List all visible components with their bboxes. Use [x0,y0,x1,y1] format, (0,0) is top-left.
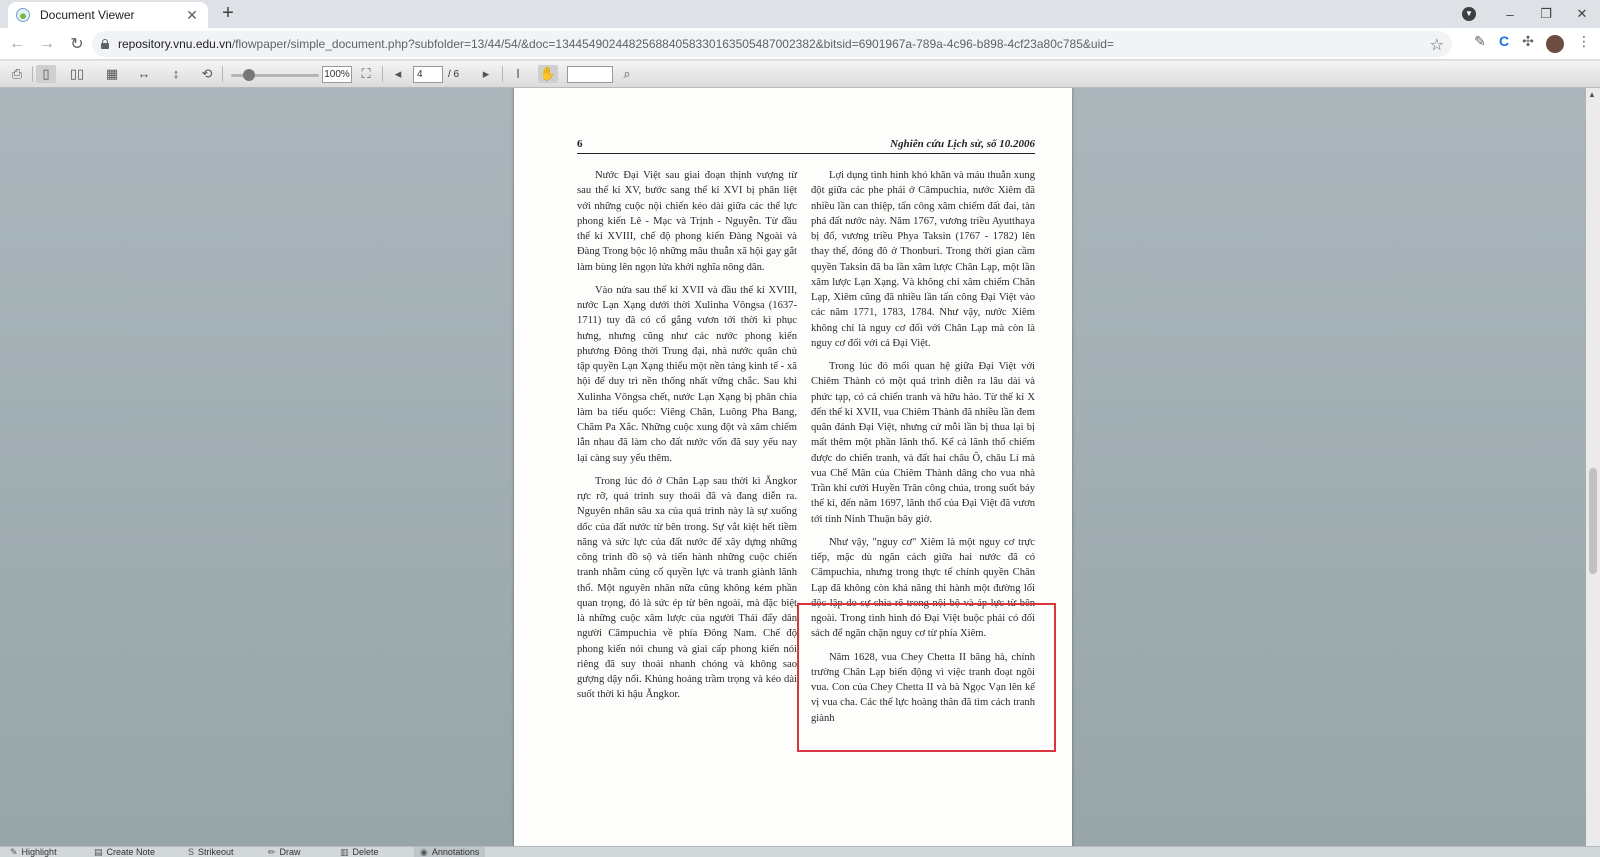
hand-pan-icon[interactable]: ✋ [539,66,557,81]
paragraph: Trong lúc đó mối quan hệ giữa Đại Việt với Chiêm Thành có một quá trình diễn ra lâu dài và phức tạp, có cả chiến tranh và hữu hảo. Từ thế kỉ X đến thế kỉ XVII, vua Chiêm Thành đã nhiều lần đem quân đánh Đại Việt, nhưng cứ mỗi lần bị thua lại bị mất thêm một phần lãnh thổ. Kể cả lãnh thổ chiếm được do chiến tranh, và đất hai châu Ô, châu Lí mà vua Chế Mân của Chiêm Thành dâng cho vua nhà Trần khi cưới Huyền Trân công chúa, trong suốt bảy thế kỉ, đến năm 1697, lãnh thổ của Đại Việt đã vươn tới tỉnh Ninh Thuận bây giờ. [811,361,1035,525]
thumbnail-view-icon[interactable]: ▦ [105,66,119,81]
right-column [811,168,1035,734]
page-number: 6 [577,138,583,150]
highlighter-icon: ✎ [10,847,18,857]
bookmark-star-icon[interactable]: ☆ [1429,37,1444,54]
create-note-button[interactable]: ▤ Create Note [94,847,156,857]
highlighted-paragraph: Như vậy, "nguy cơ" Xiêm là một nguy cơ trực tiếp, mặc dù ngăn cách giữa hai nước đã có Câmpuchia, nhưng trong thực tế chính quyền Chân Lạp đã không còn khả năng thi hành một đường lối độc lập do sự chia rẽ trong nội bộ và áp lực từ bên ngoài. Trong tình hình đó Đại Việt buộc phải có đối sách để ngăn chặn nguy cơ từ phía Xiêm. [811,536,1035,640]
delete-button[interactable]: ▥ Delete [340,847,379,857]
strikeout-icon: S [188,847,195,857]
single-page-icon[interactable]: ▯ [36,65,56,83]
scrollbar-thumb[interactable] [1589,468,1597,574]
restore-icon[interactable]: ❐ [1540,6,1552,21]
draw-button[interactable]: ✏ Draw [268,847,301,857]
note-icon: ▤ [94,847,103,857]
profile-avatar[interactable] [1546,35,1564,53]
paragraph: Lợi dụng tình hình khó khăn và máu thuẫn xung đột giữa các phe phái ở Câmpuchia, nước Xiêm đã nhiều lần can thiệp, tấn công xâm chiếm đất đai, tàn phá đất nước này. Năm 1767, vương triều Ayutthaya bị đổ, vương triều Phya Taksin (1767 - 1782) lên thay thế, đóng đô ở Thonburi. Trong thời gian cầm quyền Taksin đã ba lần xâm lược Chân Lạp, một lần xâm lược Lạn Xạng. Và không chỉ xâm chiếm Chân Lạp, Xiêm cũng đã nhiều lần tấn công Đại Việt vào các năm 1771, 1783, 1784. Như vậy, nước Xiêm không chỉ là nguy cơ đối với Chân Lạp mà còn là nguy cơ đối với cả Đại Việt. [811,170,1035,349]
paragraph: Trong lúc đó ở Chân Lạp sau thời kì Ăngkor rực rỡ, quá trình suy thoái đã và đang diễn ra. Nguyên nhân sâu xa của quá trình này là sự xuống dốc của đất nước từ bên trong. Sự vắt kiệt hết tiềm năng và sức lực của đất nước để xây dựng những công trình đồ sộ và tiến hành những cuộc chiến tranh nhằm củng cố quyền lực và tranh giành lãnh thổ. Một nguyên nhân nữa cũng không kém phần quan trọng, đó là sức ép từ bên ngoài, mà đặc biệt là những cuộc xâm lược của người Thái đẩy dân người Câmpuchia về phía Đông Nam. Chế độ phong kiến nói chung và giai cấp phong kiến nói riêng đã suy thoái nhanh chóng và không sao gượng dậy nổi. Khủng hoảng trầm trọng và kéo dài suốt thời kì hậu Ăngkor. [577,475,797,701]
page-number-input[interactable]: 4 [413,66,443,83]
viewer-toolbar [0,61,1600,88]
previous-page-icon[interactable]: ◂ [394,66,402,81]
left-column [577,168,797,711]
site-favicon-icon [16,8,30,22]
toolbar-separator [222,66,223,82]
trash-icon: ▥ [340,847,349,857]
rotate-icon[interactable]: ⟲ [201,66,213,81]
c-extension-icon[interactable]: C [1498,33,1510,49]
download-indicator-icon[interactable]: ▼ [1462,7,1476,21]
journal-title: Nghiên cứu Lịch sử, số 10.2006 [890,138,1035,150]
highlight-tool-button[interactable]: ✎ Highlight [10,847,57,857]
zoom-slider-handle[interactable] [243,69,255,81]
page-total: / 6 [448,69,460,80]
toolbar-separator [32,66,33,82]
fit-width-icon[interactable]: ↔ [137,66,151,81]
zoom-level-field[interactable]: 100% [322,66,352,83]
annotation-toolbar [0,846,1600,857]
strikeout-button[interactable]: S Strikeout [188,847,234,857]
search-icon[interactable]: ⌕ [623,66,631,81]
document-page[interactable] [514,88,1072,846]
url-text[interactable]: repository.vnu.edu.vn/flowpaper/simple_document.php?subfolder=13/44/54/&doc=134454902448256884058330163505487002382&bitsid=6901967a-789a-4c96-b898-4cf23a80c785&uid= [118,37,1114,51]
pencil-icon: ✏ [268,847,276,857]
puzzle-extensions-icon[interactable]: ✣ [1522,33,1534,49]
scroll-up-icon[interactable]: ▲ [1588,90,1596,99]
tab-document-viewer[interactable] [8,2,208,28]
toolbar-separator [382,66,383,82]
toolbar-separator [502,66,503,82]
annotations-icon: ◉ [420,847,428,857]
fit-height-icon[interactable]: ↕ [172,66,180,81]
vertical-scrollbar[interactable] [1586,88,1600,846]
two-page-icon[interactable]: ▯▯ [69,66,85,81]
address-bar [0,28,1600,60]
chrome-menu-icon[interactable]: ⋮ [1577,33,1591,49]
print-icon[interactable]: ⎙ [11,66,23,81]
tab-title: Document Viewer [40,8,135,22]
document-viewer-area[interactable] [0,88,1586,846]
minimize-icon[interactable]: – [1506,6,1514,22]
paragraph: Vào nửa sau thế kỉ XVII và đầu thế kỉ XVIII, nước Lạn Xạng dưới thời Xulinha Vôngsa (1637-1711) tuy đã có cố gắng vươn tới thời kì phục hưng, nhưng cũng như các nước phong kiến phương Đông thời Trung đại, nhà nước quân chủ tập quyền Lạn Xạng thiếu một nền tảng kinh tế - xã hội để duy trì nền thống nhất vững chắc. Sau khi Xulinha Vôngsa chết, nước Lạn Xạng bị phân chia làm ba tiểu quốc: Viêng Chăn, Luông Pha Bang, Chăm Pa Xắc. Những cuộc xung đột và xâm chiếm lẫn nhau đã làm cho đất nước vốn đã suy yếu nay lại càng suy yếu thêm. [577,284,797,464]
pen-extension-icon[interactable]: ✎ [1474,33,1486,49]
close-window-icon[interactable]: ✕ [1576,6,1588,21]
omnibox[interactable] [92,31,1452,57]
lock-icon[interactable] [100,39,110,49]
text-select-icon[interactable]: I [516,66,520,81]
tab-strip [0,0,1600,28]
new-tab-button[interactable]: + [222,2,234,24]
window-controls [1462,0,1600,28]
running-header [577,138,1035,154]
paragraph: Nước Đại Việt sau giai đoạn thịnh vượng từ sau thế kỉ XV, bước sang thế kỉ XVI bị phân liệt với những cuộc nội chiến kéo dài giữa các thế lực phong kiến Lê - Mạc và Trịnh - Nguyễn. Từ đầu thế kỉ XVIII, chế độ phong kiến Đàng Ngoài và Đàng Trong bộc lộ những mâu thuẫn xã hội gay gắt làm bùng lên ngọn lửa khởi nghĩa nông dân. [577,170,797,273]
reload-icon[interactable]: ↻ [70,35,84,53]
next-page-icon[interactable]: ▸ [482,66,490,81]
search-input[interactable] [567,66,613,83]
forward-arrow-icon[interactable]: → [39,34,55,52]
annotations-panel-button[interactable]: ◉ Annotations [414,847,485,857]
fullscreen-icon[interactable]: ⛶ [361,66,371,81]
tab-close-icon[interactable]: ✕ [186,6,198,23]
paragraph: Năm 1628, vua Chey Chetta II băng hà, chính trường Chân Lạp biến động vì việc tranh đoạt ngôi vua. Con của Chey Chetta II và bà Ngọc Vạn lên kế vị vua cha. Các thế lực hoàng thân đã tìm cách tranh giành [811,651,1035,724]
back-arrow-icon[interactable]: ← [9,34,25,52]
